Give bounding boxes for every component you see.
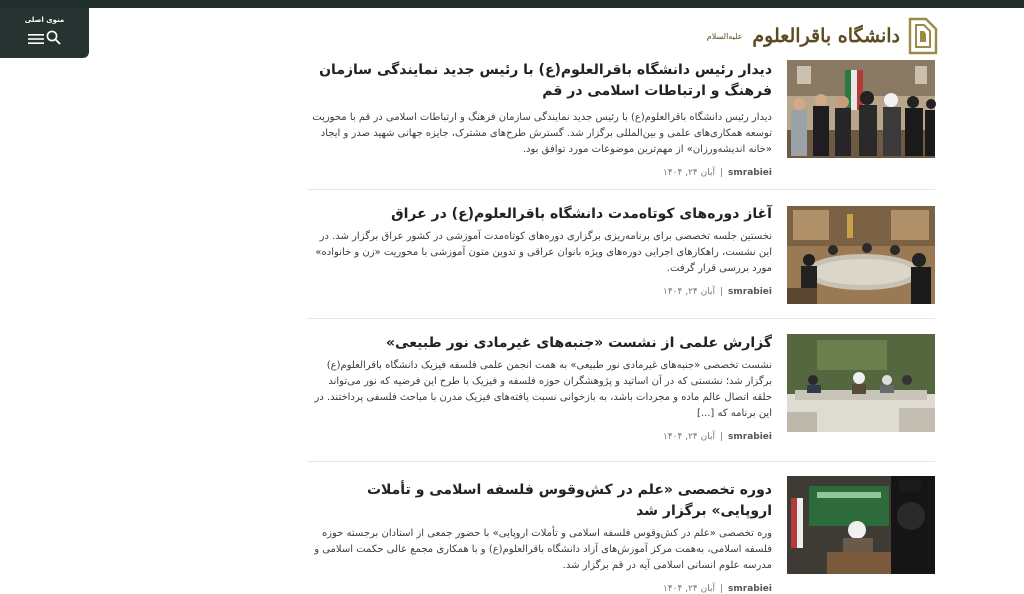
hamburger-menu-icon xyxy=(28,30,44,49)
news-author[interactable]: smrabiei xyxy=(728,584,772,594)
news-feed xyxy=(307,58,935,594)
news-body xyxy=(307,480,772,594)
news-item[interactable] xyxy=(307,462,935,594)
main-menu-button[interactable] xyxy=(0,8,89,58)
news-meta xyxy=(307,168,772,178)
news-body xyxy=(307,60,772,178)
news-author[interactable]: smrabiei xyxy=(728,432,772,442)
site-logo[interactable] xyxy=(707,16,938,56)
news-thumbnail[interactable] xyxy=(787,60,935,158)
top-strip xyxy=(0,0,1024,8)
news-date: آبان ۲۴, ۱۴۰۴ xyxy=(663,584,715,594)
meta-separator: | xyxy=(719,168,724,178)
news-thumbnail[interactable] xyxy=(787,334,935,432)
news-item[interactable] xyxy=(307,58,935,190)
news-date: آبان ۲۴, ۱۴۰۴ xyxy=(663,287,715,297)
news-body xyxy=(307,204,772,297)
search-icon xyxy=(46,30,61,49)
news-title[interactable]: دوره تخصصی «علم در کش‌وقوس فلسفه اسلامی و تأملات اروپایی» برگزار شد xyxy=(366,482,772,519)
news-item[interactable] xyxy=(307,190,935,319)
news-date: آبان ۲۴, ۱۴۰۴ xyxy=(663,168,715,178)
news-title[interactable]: آغاز دوره‌های کوتاه‌مدت دانشگاه باقرالعلوم(ع) در عراق xyxy=(391,206,772,222)
news-date: آبان ۲۴, ۱۴۰۴ xyxy=(663,432,715,442)
news-author[interactable]: smrabiei xyxy=(728,287,772,297)
news-thumbnail[interactable] xyxy=(787,476,935,574)
news-item[interactable] xyxy=(307,319,935,462)
logo-suffix: علیه‌السلام xyxy=(706,31,743,41)
news-meta xyxy=(307,287,772,297)
university-logo-icon xyxy=(906,17,938,55)
meta-separator: | xyxy=(719,584,724,594)
news-meta xyxy=(307,584,772,594)
news-excerpt: نخستین جلسه تخصصی برای برنامه‌ریزی برگزاری دوره‌های کوتاه‌مدت آموزشی در کشور عراق برگزار شد. در این نشست، راهکارهای اجرایی دوره‌های ویژه بانوان عراقی و تدوین متون آموزشی با محوریت «زن و خانواده» مورد بررسی قرار گرفت. xyxy=(315,231,772,274)
news-excerpt: وره تخصصی «علم در کش‌وقوس فلسفه اسلامی و تأملات اروپایی» با حضور جمعی از استادان برجسته حوزه فلسفه اسلامی، به‌همت مرکز آموزش‌های آزاد دانشگاه باقرالعلوم(ع) و با همکاری مجمع عالی حکمت اسلامی و مدرسه علوم انسانی اسلامی آیه در قم برگزار شد. xyxy=(314,528,772,571)
logo-title: دانشگاه باقرالعلوم xyxy=(752,25,900,47)
main-menu-label: منوی اصلی xyxy=(24,16,65,24)
news-meta xyxy=(307,432,772,442)
news-thumbnail[interactable] xyxy=(787,206,935,304)
meta-separator: | xyxy=(719,287,724,297)
news-excerpt: نشست تخصصی «جنبه‌های غیرمادی نور طبیعی» به همت انجمن علمی فلسفه فیزیک دانشگاه باقرالعلوم(ع) برگزار شد؛ نشستی که در آن اساتید و پژوهشگران حوزه فلسفه و فیزیک با طرح این فرضیه که نور می‌تواند حلقه اتصال عالم ماده و مجردات باشد، به بازخوانی نسبت یافته‌های فیزیک مدرن با مباحث فلسفی پرداختند. در این برنامه که [...] xyxy=(314,360,772,419)
news-author[interactable]: smrabiei xyxy=(728,168,772,178)
news-body xyxy=(307,333,772,442)
news-title[interactable]: دیدار رئیس دانشگاه باقرالعلوم(ع) با رئیس جدید نمایندگی سازمان فرهنگ و ارتباطات اسلامی در قم xyxy=(319,62,772,99)
news-title[interactable]: گزارش علمی از نشست «جنبه‌های غیرمادی نور طبیعی» xyxy=(386,335,772,351)
meta-separator: | xyxy=(719,432,724,442)
news-excerpt: دیدار رئیس دانشگاه باقرالعلوم(ع) با رئیس جدید نمایندگی سازمان فرهنگ و ارتباطات اسلامی در قم با محوریت توسعه همکاری‌های علمی و بین‌المللی برگزار شد. گسترش طرح‌های مشترک، جایزه جهانی شهید صدر و ایجاد «خانه اندیشه‌ورزان» از مهم‌ترین موضوعات مورد توافق بود. xyxy=(312,112,772,155)
